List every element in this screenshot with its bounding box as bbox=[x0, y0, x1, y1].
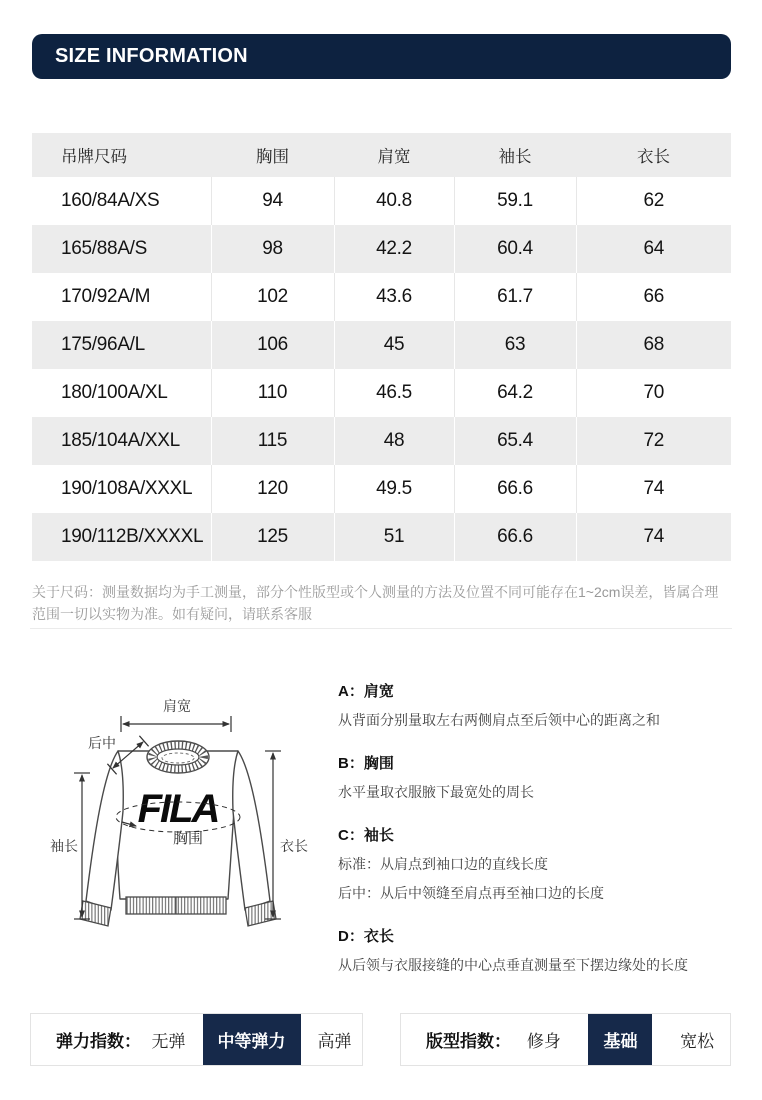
section-divider bbox=[30, 628, 732, 629]
cell-size: 165/88A/S bbox=[61, 238, 148, 259]
table-row bbox=[32, 225, 731, 273]
definition-desc: 水平量取衣服腋下最宽处的周长 bbox=[338, 784, 534, 800]
cell-length: 72 bbox=[576, 417, 731, 465]
sleeve-length-label: 袖长 bbox=[50, 838, 78, 854]
col-header-sleeve: 袖长 bbox=[454, 133, 576, 177]
table-row bbox=[32, 417, 731, 465]
cell-size: 185/104A/XXL bbox=[61, 430, 180, 451]
cell-length: 74 bbox=[576, 513, 731, 561]
elasticity-option-none: 无弹 bbox=[151, 1032, 186, 1051]
cell-chest: 102 bbox=[211, 273, 334, 321]
table-header-row bbox=[32, 133, 731, 177]
cell-size: 190/108A/XXXL bbox=[61, 478, 193, 499]
back-center-label: 后中 bbox=[88, 735, 116, 751]
definition-chest bbox=[338, 754, 738, 802]
cell-chest: 94 bbox=[211, 177, 334, 225]
col-header-tag-size: 吊牌尺码 bbox=[32, 133, 211, 177]
sweatshirt-diagram-svg bbox=[30, 685, 330, 975]
fit-option-basic-selected: 基础 bbox=[588, 1014, 652, 1065]
table-row bbox=[32, 513, 731, 561]
fit-index-box bbox=[400, 1013, 731, 1066]
cell-shoulder: 40.8 bbox=[334, 177, 454, 225]
definition-term: B：胸围 bbox=[338, 755, 394, 772]
cell-length: 74 bbox=[576, 465, 731, 513]
table-row bbox=[32, 273, 731, 321]
measurement-definitions bbox=[338, 682, 738, 999]
cell-sleeve: 63 bbox=[454, 321, 576, 369]
definition-desc: 从背面分别量取左右两侧肩点至后领中心的距离之和 bbox=[338, 712, 660, 728]
cell-length: 66 bbox=[576, 273, 731, 321]
cell-length: 62 bbox=[576, 177, 731, 225]
sweatshirt-right-sleeve bbox=[233, 751, 270, 910]
definition-term: A：肩宽 bbox=[338, 683, 394, 700]
cell-shoulder: 51 bbox=[334, 513, 454, 561]
fit-options bbox=[511, 1014, 730, 1065]
elasticity-option-medium-selected: 中等弹力 bbox=[203, 1014, 301, 1065]
garment-length-label: 衣长 bbox=[280, 838, 308, 854]
col-header-shoulder: 肩宽 bbox=[334, 133, 454, 177]
size-disclaimer-note: 关于尺码：测量数据均为手工测量，部分个性版型或个人测量的方法及位置不同可能存在1~2cm误差，皆属合理范围一切以实物为准。如有疑问，请联系客服 bbox=[32, 584, 719, 622]
cell-shoulder: 43.6 bbox=[334, 273, 454, 321]
fit-option-slim: 修身 bbox=[526, 1032, 561, 1051]
fit-option-loose: 宽松 bbox=[680, 1032, 715, 1051]
definition-term: D：衣长 bbox=[338, 928, 394, 945]
table-row bbox=[32, 321, 731, 369]
cell-shoulder: 46.5 bbox=[334, 369, 454, 417]
definition-sleeve bbox=[338, 826, 738, 903]
size-chart bbox=[32, 133, 731, 561]
index-row bbox=[30, 1013, 732, 1066]
elasticity-index-label: 弹力指数： bbox=[56, 1032, 141, 1051]
cell-chest: 115 bbox=[211, 417, 334, 465]
cell-shoulder: 45 bbox=[334, 321, 454, 369]
table-row bbox=[32, 177, 731, 225]
cell-sleeve: 66.6 bbox=[454, 465, 576, 513]
size-table bbox=[32, 133, 731, 561]
definition-shoulder bbox=[338, 682, 738, 730]
fila-logo-text: FILA bbox=[137, 787, 219, 831]
section-title-bar bbox=[32, 34, 731, 79]
cell-shoulder: 49.5 bbox=[334, 465, 454, 513]
definition-desc: 后中：从后中领缝至肩点再至袖口边的长度 bbox=[338, 885, 604, 901]
cell-size: 190/112B/XXXXL bbox=[61, 526, 204, 547]
elasticity-index-box bbox=[30, 1013, 363, 1066]
cell-size: 160/84A/XS bbox=[61, 190, 160, 211]
elasticity-options bbox=[141, 1014, 362, 1065]
cell-length: 68 bbox=[576, 321, 731, 369]
cell-sleeve: 66.6 bbox=[454, 513, 576, 561]
cell-size: 180/100A/XL bbox=[61, 382, 168, 403]
cell-sleeve: 64.2 bbox=[454, 369, 576, 417]
cell-chest: 106 bbox=[211, 321, 334, 369]
cell-sleeve: 61.7 bbox=[454, 273, 576, 321]
sweatshirt-left-sleeve bbox=[86, 751, 123, 910]
garment-measure-diagram bbox=[30, 685, 330, 975]
shoulder-width-label: 肩宽 bbox=[163, 698, 191, 714]
cell-chest: 125 bbox=[211, 513, 334, 561]
cell-chest: 110 bbox=[211, 369, 334, 417]
cell-size: 175/96A/L bbox=[61, 334, 145, 355]
col-header-chest: 胸围 bbox=[211, 133, 334, 177]
cell-length: 64 bbox=[576, 225, 731, 273]
table-row bbox=[32, 465, 731, 513]
col-header-length: 衣长 bbox=[576, 133, 731, 177]
cell-length: 70 bbox=[576, 369, 731, 417]
definition-desc: 标准：从肩点到袖口边的直线长度 bbox=[338, 856, 548, 872]
cell-shoulder: 42.2 bbox=[334, 225, 454, 273]
table-row bbox=[32, 369, 731, 417]
cell-sleeve: 60.4 bbox=[454, 225, 576, 273]
back-center-tick-2 bbox=[139, 736, 148, 747]
definition-term: C：袖长 bbox=[338, 827, 394, 844]
definition-length bbox=[338, 927, 738, 975]
cell-chest: 120 bbox=[211, 465, 334, 513]
chest-label-on-garment: 胸围 bbox=[172, 830, 204, 847]
cell-sleeve: 65.4 bbox=[454, 417, 576, 465]
cell-chest: 98 bbox=[211, 225, 334, 273]
cell-sleeve: 59.1 bbox=[454, 177, 576, 225]
cell-size: 170/92A/M bbox=[61, 286, 151, 307]
page-title: SIZE INFORMATION bbox=[55, 45, 248, 67]
definition-desc: 从后领与衣服接缝的中心点垂直测量至下摆边缘处的长度 bbox=[338, 957, 688, 973]
elasticity-option-high: 高弹 bbox=[317, 1032, 352, 1051]
fit-index-label: 版型指数： bbox=[426, 1032, 511, 1051]
cell-shoulder: 48 bbox=[334, 417, 454, 465]
